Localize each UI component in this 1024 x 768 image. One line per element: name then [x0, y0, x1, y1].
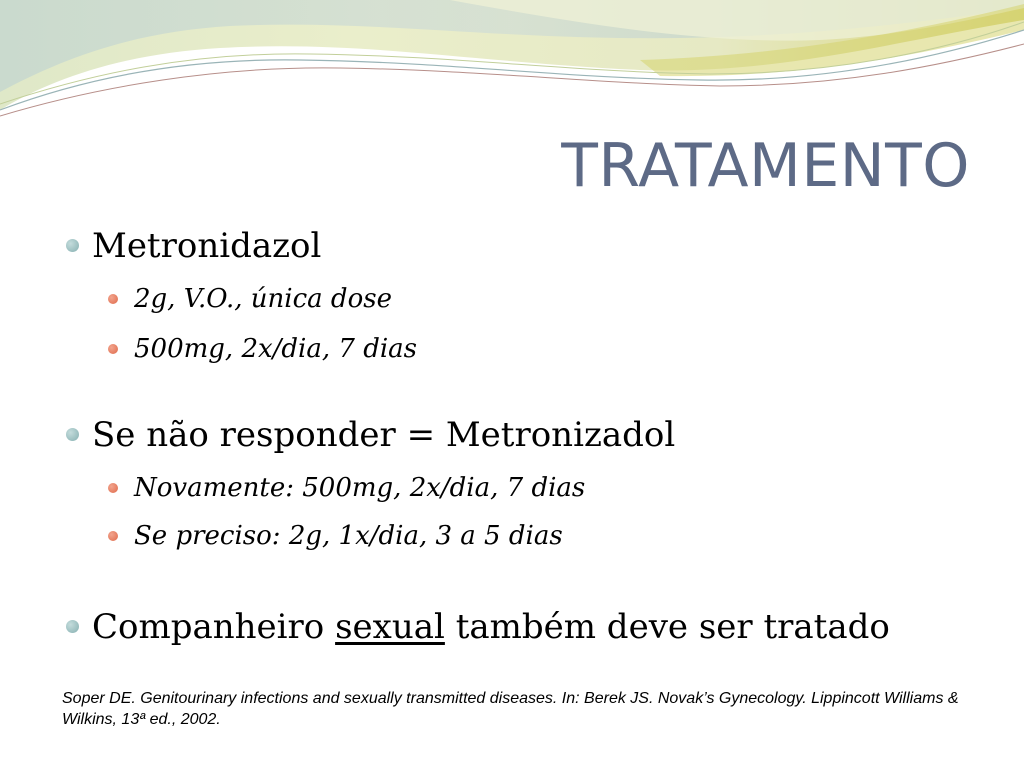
sub-bullet-se-preciso [108, 520, 563, 552]
bullet-text: Se não responder = Metronizadol [92, 415, 676, 455]
sub-bullet-dot-icon [108, 344, 118, 354]
bullet-companheiro [66, 607, 890, 647]
decorative-wave-banner [0, 0, 1024, 125]
bullet-dot-icon [66, 620, 79, 633]
sub-bullet-text: Se preciso: 2g, 1x/dia, 3 a 5 dias [134, 521, 563, 551]
sub-bullet-text: 2g, V.O., única dose [134, 284, 392, 314]
sub-bullet-text: Novamente: 500mg, 2x/dia, 7 dias [134, 473, 586, 503]
text-companheiro: Companheiro [92, 607, 325, 647]
text-sexual-underlined: sexual [335, 607, 445, 647]
bullet-metronidazol [66, 226, 321, 266]
bullet-dot-icon [66, 239, 79, 252]
bullet-text: Metronidazol [92, 226, 322, 266]
sub-bullet-novamente [108, 472, 585, 504]
sub-bullet-dot-icon [108, 531, 118, 541]
bullet-dot-icon [66, 428, 79, 441]
bullet-text [92, 607, 890, 647]
sub-bullet-dose-single [108, 283, 392, 315]
bullet-nao-responder [66, 415, 675, 455]
sub-bullet-dot-icon [108, 483, 118, 493]
sub-bullet-text: 500mg, 2x/dia, 7 dias [134, 334, 418, 364]
reference-citation: Soper DE. Genitourinary infections and sexually transmitted diseases. In: Berek JS. Novak’s Gynecology. Lippincott Williams & Wilkins, 13ª ed., 2002. [62, 690, 959, 728]
sub-bullet-dose-7-days [108, 333, 417, 365]
slide-title: TRATAMENTO [561, 131, 970, 201]
sub-bullet-dot-icon [108, 294, 118, 304]
text-tratado: também deve ser tratado [455, 607, 890, 647]
